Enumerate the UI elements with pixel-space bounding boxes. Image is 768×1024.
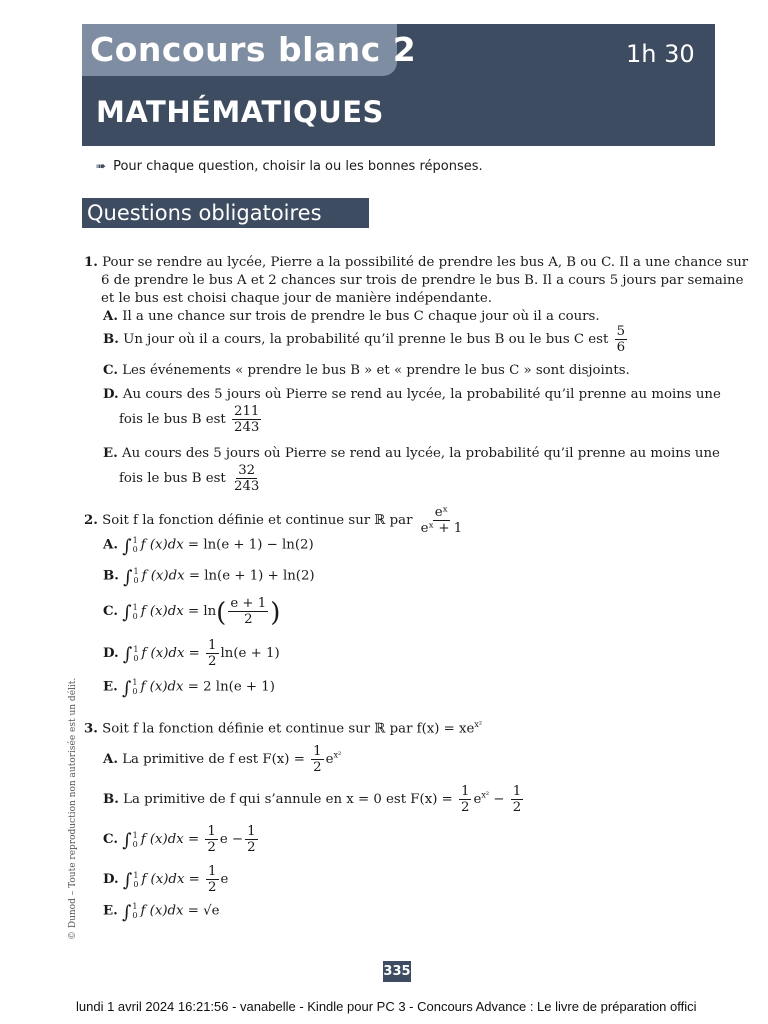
exam-duration: 1h 30 xyxy=(626,40,695,68)
integral-sign: ∫ xyxy=(122,602,132,623)
integral-sign: ∫ xyxy=(123,566,133,588)
fraction: $\frac{32}{243}$ xyxy=(233,463,260,494)
q2-option-c[interactable]: C. ∫ 1 0 f (x)dx = ln( $\frac{e + 1}{2}$ ) xyxy=(103,596,281,628)
fraction: $\frac{1}{2}$ xyxy=(461,784,470,815)
fraction: $\frac{1}{2}$ xyxy=(207,824,216,855)
q3-option-a[interactable]: A. La primitive de f est F(x) = $\frac{1}{2}$ $e^{x^2}$ xyxy=(103,744,342,775)
fraction: $\frac{1}{2}$ xyxy=(247,824,256,855)
q3-option-d[interactable]: D. ∫ 1 0 f (x)dx = $\frac{1}{2}$ e xyxy=(103,864,229,895)
instruction xyxy=(96,156,483,177)
subject-title: MATHÉMATIQUES xyxy=(96,95,384,129)
q3-option-c[interactable]: C. ∫ 1 0 f (x)dx = $\frac{1}{2}$ e − $\frac{1}{2}$ xyxy=(103,824,256,855)
q2-intro: 2. Soit f la fonction définie et continue sur ℝ par $\frac{\text{eˣ}}{\text{eˣ + 1}}$ xyxy=(84,505,463,536)
q1-option-a[interactable]: A. Il a une chance sur trois de prendre le bus C chaque jour où il a cours. xyxy=(103,309,600,324)
fraction: $\frac{e + 1}{2}$ xyxy=(230,596,267,627)
q1-option-d-line-1[interactable]: D. Au cours des 5 jours où Pierre se rend au lycée, la probabilité qu’il prenne au moins une xyxy=(103,387,721,402)
exam-title: Concours blanc 2 xyxy=(90,30,417,69)
instruction-text: Pour chaque question, choisir la ou les bonnes réponses. xyxy=(113,159,483,174)
q1-option-d-line-2: fois le bus B est $\frac{211}{243}$ xyxy=(119,404,260,435)
integral-sign: ∫ xyxy=(122,901,132,923)
integral-sign: ∫ xyxy=(122,535,132,557)
footer-text: lundi 1 avril 2024 16:21:56 - vanabelle - Kindle pour PC 3 - Concours Advance : Le livre de préparation offici xyxy=(76,999,697,1014)
fraction: $\frac{5}{6}$ xyxy=(616,324,626,355)
q3-option-b[interactable]: B. La primitive de f qui s’annule en x = 0 est F(x) = $\frac{1}{2}$ $e^{x^2}$ − $\frac{1}{2}$ xyxy=(103,784,522,815)
q1-option-c[interactable]: C. Les événements « prendre le bus B » et « prendre le bus C » sont disjoints. xyxy=(103,363,630,378)
q2-option-b[interactable]: B. ∫ 1 0 f (x)dx = ln(e + 1) + ln(2) xyxy=(103,566,315,588)
fraction: $\frac{1}{2}$ xyxy=(208,638,217,669)
fraction: $\frac{\text{eˣ}}{\text{eˣ + 1}}$ xyxy=(420,505,463,536)
q1-line-3: et le bus est choisi chaque jour de manière indépendante. xyxy=(101,291,492,306)
fraction: $\frac{1}{2}$ xyxy=(208,864,217,895)
q3-option-e[interactable]: E. ∫ 1 0 f (x)dx = √e xyxy=(103,901,220,923)
q2-option-d[interactable]: D. ∫ 1 0 f (x)dx = $\frac{1}{2}$ ln(e + 1) xyxy=(103,638,280,669)
section-title: Questions obligatoires xyxy=(87,201,322,225)
integral-sign: ∫ xyxy=(122,677,132,699)
q3-intro: 3. Soit f la fonction définie et continue sur ℝ par $f(x) = xe^{x^2}$ xyxy=(84,720,483,737)
q1-line-2: 6 de prendre le bus A et 2 chances sur trois de prendre le bus B. Il a cours 5 jours par semaine xyxy=(101,273,744,288)
q1-option-e-line-1[interactable]: E. Au cours des 5 jours où Pierre se rend au lycée, la probabilité qu’il prenne au moins une xyxy=(103,446,720,461)
integral-sign: ∫ xyxy=(122,870,133,891)
q2-option-a[interactable]: A. ∫ 1 0 f (x)dx = ln(e + 1) − ln(2) xyxy=(103,535,314,557)
q1-option-b[interactable]: B. Un jour où il a cours, la probabilité qu’il prenne le bus B ou le bus C est $\frac{5}{6}$ xyxy=(103,324,626,355)
integral-sign: ∫ xyxy=(122,830,132,851)
fraction: $\frac{1}{2}$ xyxy=(512,784,522,815)
integral-sign: ∫ xyxy=(122,644,133,665)
q1-line-1: 1. Pour se rendre au lycée, Pierre a la possibilité de prendre les bus A, B ou C. Il a une chance sur xyxy=(84,255,749,270)
page-number: 335 xyxy=(383,961,411,982)
fraction: $\frac{211}{243}$ xyxy=(233,404,260,435)
fraction: $\frac{1}{2}$ xyxy=(313,744,322,775)
q1-option-e-line-2: fois le bus B est $\frac{32}{243}$ xyxy=(119,463,260,494)
arrow-icon: ➠ xyxy=(96,159,107,173)
q2-option-e[interactable]: E. ∫ 1 0 f (x)dx = 2 ln(e + 1) xyxy=(103,677,275,699)
